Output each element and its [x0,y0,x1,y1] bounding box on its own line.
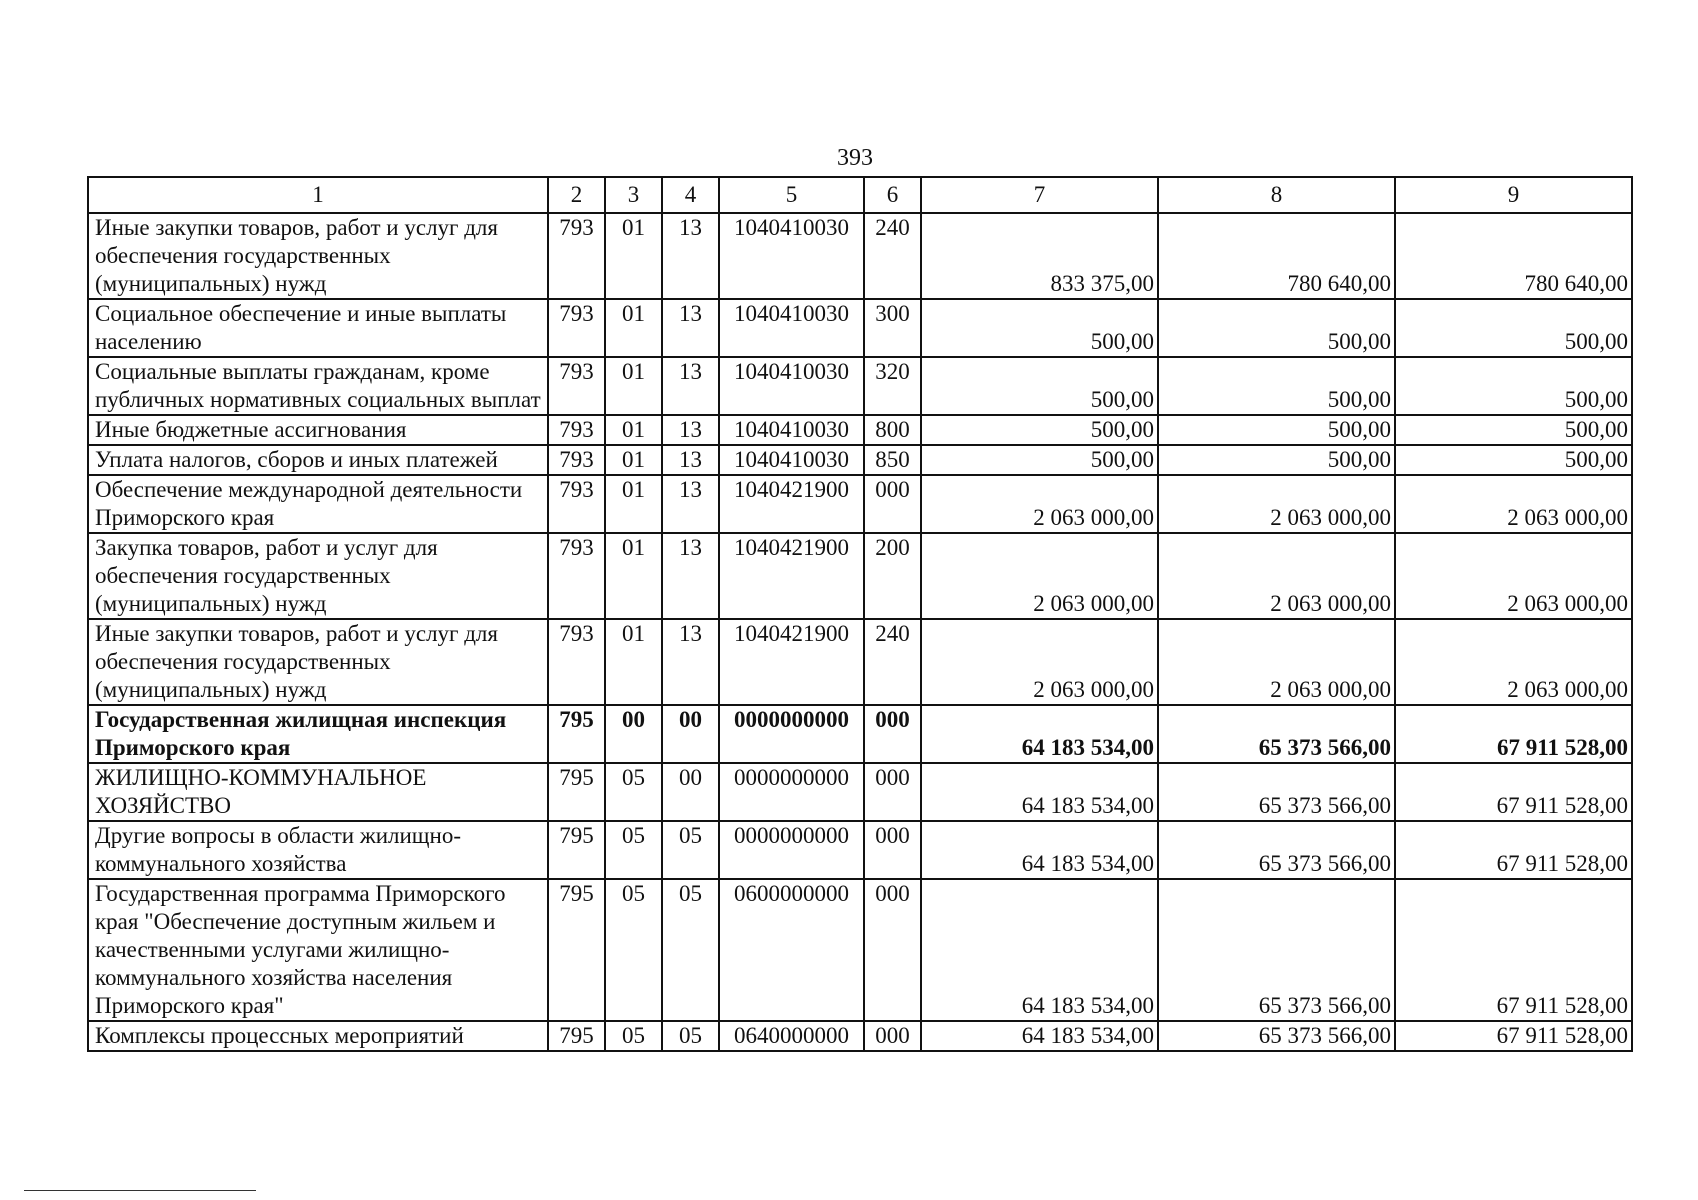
row-col4-cell: 13 [662,445,719,475]
row-col2-cell: 793 [548,213,605,299]
table-row [88,415,1632,445]
row-col3-cell: 01 [605,213,662,299]
row-col4-cell: 00 [662,763,719,821]
row-col8-amount: 2 063 000,00 [1158,619,1395,705]
budget-table [87,176,1633,1052]
row-col4-cell: 05 [662,879,719,1021]
row-col9-amount: 67 911 528,00 [1395,763,1632,821]
row-name-cell: Иные закупки товаров, работ и услуг для обеспечения государственных (муниципальных) нужд [88,619,548,705]
page-number: 393 [837,145,873,171]
row-col8-amount: 500,00 [1158,445,1395,475]
row-col2-cell: 795 [548,1021,605,1051]
row-col7-amount: 500,00 [921,299,1158,357]
row-col5-cell: 1040421900 [719,619,864,705]
row-col3-cell: 01 [605,357,662,415]
row-col5-cell: 0640000000 [719,1021,864,1051]
row-col5-cell: 1040410030 [719,445,864,475]
column-header-5: 5 [719,177,864,213]
row-col9-amount: 67 911 528,00 [1395,705,1632,763]
row-name-cell: Социальные выплаты гражданам, кроме публичных нормативных социальных выплат [88,357,548,415]
row-col7-amount: 500,00 [921,445,1158,475]
row-col7-amount: 833 375,00 [921,213,1158,299]
row-col8-amount: 500,00 [1158,415,1395,445]
row-col4-cell: 13 [662,533,719,619]
row-col2-cell: 795 [548,763,605,821]
row-col6-cell: 000 [864,1021,921,1051]
row-col4-cell: 13 [662,619,719,705]
row-col2-cell: 793 [548,533,605,619]
row-col6-cell: 000 [864,705,921,763]
row-name-cell: Обеспечение международной деятельности Приморского края [88,475,548,533]
column-header-1: 1 [88,177,548,213]
table-row [88,213,1632,299]
row-col3-cell: 00 [605,705,662,763]
row-col6-cell: 200 [864,533,921,619]
row-name-cell: Государственная жилищная инспекция Приморского края [88,705,548,763]
column-header-2: 2 [548,177,605,213]
row-col8-amount: 2 063 000,00 [1158,475,1395,533]
row-col7-amount: 500,00 [921,415,1158,445]
row-col5-cell: 1040421900 [719,475,864,533]
row-col4-cell: 13 [662,213,719,299]
column-header-6: 6 [864,177,921,213]
header-row [88,177,1632,213]
row-col6-cell: 000 [864,475,921,533]
row-col3-cell: 05 [605,821,662,879]
table-body [88,177,1632,1051]
row-col5-cell: 0000000000 [719,763,864,821]
row-col5-cell: 1040410030 [719,213,864,299]
row-col6-cell: 300 [864,299,921,357]
row-col8-amount: 65 373 566,00 [1158,1021,1395,1051]
row-col7-amount: 2 063 000,00 [921,475,1158,533]
row-col4-cell: 13 [662,475,719,533]
row-col5-cell: 0000000000 [719,705,864,763]
row-col2-cell: 793 [548,357,605,415]
row-col9-amount: 2 063 000,00 [1395,475,1632,533]
row-col7-amount: 2 063 000,00 [921,619,1158,705]
row-col3-cell: 01 [605,445,662,475]
row-col5-cell: 1040410030 [719,357,864,415]
row-col5-cell: 1040410030 [719,299,864,357]
row-col2-cell: 793 [548,619,605,705]
row-col8-amount: 65 373 566,00 [1158,879,1395,1021]
row-col3-cell: 05 [605,763,662,821]
row-col8-amount: 2 063 000,00 [1158,533,1395,619]
row-col2-cell: 795 [548,821,605,879]
row-name-cell: Закупка товаров, работ и услуг для обеспечения государственных (муниципальных) нужд [88,533,548,619]
row-col8-amount: 65 373 566,00 [1158,821,1395,879]
row-col9-amount: 67 911 528,00 [1395,1021,1632,1051]
row-col5-cell: 1040410030 [719,415,864,445]
table-row [88,879,1632,1021]
row-col3-cell: 05 [605,879,662,1021]
row-col3-cell: 05 [605,1021,662,1051]
row-col3-cell: 01 [605,619,662,705]
row-col5-cell: 0000000000 [719,821,864,879]
row-col8-amount: 500,00 [1158,299,1395,357]
column-header-9: 9 [1395,177,1632,213]
row-col4-cell: 13 [662,357,719,415]
row-col2-cell: 793 [548,415,605,445]
row-name-cell: Иные закупки товаров, работ и услуг для обеспечения государственных (муниципальных) нужд [88,213,548,299]
table-row [88,763,1632,821]
table-row [88,475,1632,533]
row-name-cell: Государственная программа Приморского края "Обеспечение доступным жильем и качественными услугами жилищно-коммунального хозяйства населения Приморского края" [88,879,548,1021]
column-header-3: 3 [605,177,662,213]
row-col7-amount: 500,00 [921,357,1158,415]
row-col8-amount: 500,00 [1158,357,1395,415]
table-row [88,619,1632,705]
column-header-4: 4 [662,177,719,213]
row-col8-amount: 65 373 566,00 [1158,763,1395,821]
column-header-7: 7 [921,177,1158,213]
row-col9-amount: 500,00 [1395,357,1632,415]
row-col2-cell: 793 [548,475,605,533]
row-col2-cell: 793 [548,445,605,475]
row-col9-amount: 500,00 [1395,445,1632,475]
row-col6-cell: 240 [864,213,921,299]
table-row [88,705,1632,763]
table-row [88,533,1632,619]
row-name-cell: Иные бюджетные ассигнования [88,415,548,445]
row-col9-amount: 500,00 [1395,415,1632,445]
row-col9-amount: 2 063 000,00 [1395,619,1632,705]
row-col6-cell: 850 [864,445,921,475]
row-col9-amount: 67 911 528,00 [1395,821,1632,879]
row-col2-cell: 795 [548,705,605,763]
row-col7-amount: 64 183 534,00 [921,879,1158,1021]
footnote-separator [24,1190,256,1191]
row-col4-cell: 13 [662,415,719,445]
row-col9-amount: 500,00 [1395,299,1632,357]
row-col4-cell: 05 [662,1021,719,1051]
row-col7-amount: 64 183 534,00 [921,763,1158,821]
table-row [88,445,1632,475]
table-row [88,821,1632,879]
row-col3-cell: 01 [605,475,662,533]
row-name-cell: Социальное обеспечение и иные выплаты населению [88,299,548,357]
row-col6-cell: 240 [864,619,921,705]
table-row [88,299,1632,357]
row-col9-amount: 2 063 000,00 [1395,533,1632,619]
row-col6-cell: 000 [864,821,921,879]
row-col3-cell: 01 [605,299,662,357]
row-col7-amount: 64 183 534,00 [921,1021,1158,1051]
row-col4-cell: 13 [662,299,719,357]
row-col6-cell: 320 [864,357,921,415]
row-col7-amount: 64 183 534,00 [921,821,1158,879]
table-row [88,357,1632,415]
row-col6-cell: 000 [864,879,921,1021]
column-header-8: 8 [1158,177,1395,213]
table-row [88,1021,1632,1051]
row-col4-cell: 00 [662,705,719,763]
row-col6-cell: 800 [864,415,921,445]
row-name-cell: ЖИЛИЩНО-КОММУНАЛЬНОЕ ХОЗЯЙСТВО [88,763,548,821]
row-name-cell: Уплата налогов, сборов и иных платежей [88,445,548,475]
row-col8-amount: 65 373 566,00 [1158,705,1395,763]
row-col5-cell: 1040421900 [719,533,864,619]
row-col7-amount: 2 063 000,00 [921,533,1158,619]
row-col5-cell: 0600000000 [719,879,864,1021]
row-col8-amount: 780 640,00 [1158,213,1395,299]
row-name-cell: Другие вопросы в области жилищно-коммунального хозяйства [88,821,548,879]
row-col9-amount: 780 640,00 [1395,213,1632,299]
row-col2-cell: 793 [548,299,605,357]
row-name-cell: Комплексы процессных мероприятий [88,1021,548,1051]
row-col9-amount: 67 911 528,00 [1395,879,1632,1021]
row-col3-cell: 01 [605,415,662,445]
row-col4-cell: 05 [662,821,719,879]
row-col2-cell: 795 [548,879,605,1021]
row-col3-cell: 01 [605,533,662,619]
row-col6-cell: 000 [864,763,921,821]
row-col7-amount: 64 183 534,00 [921,705,1158,763]
